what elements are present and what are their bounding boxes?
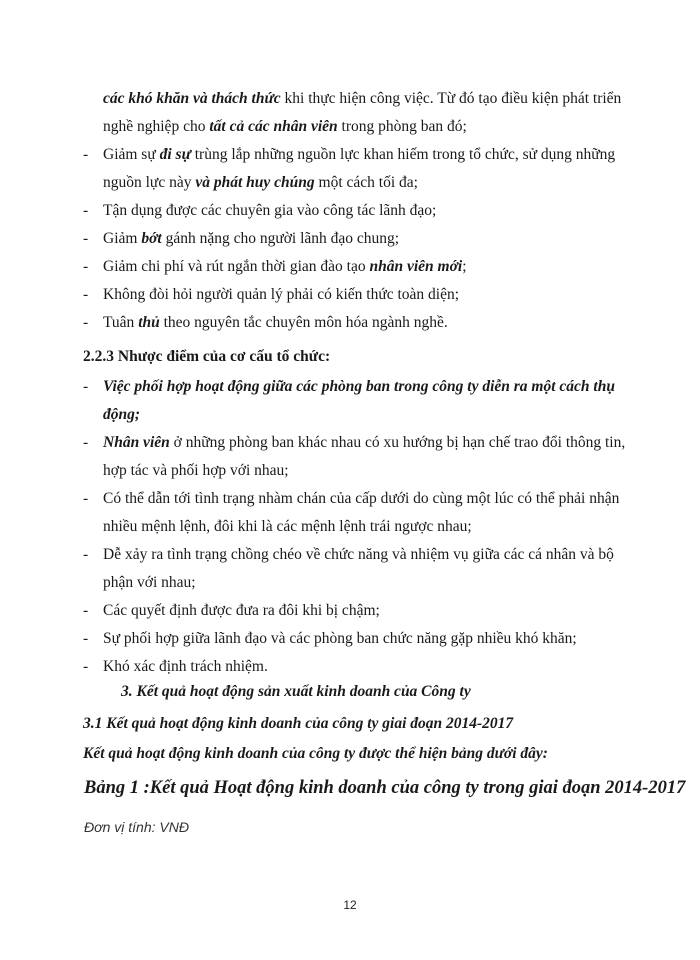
paragraph-line: các khó khăn và thách thức khi thực hiện công việc. Từ đó tạo điều kiện phát triển (103, 90, 622, 107)
bullet-dash: - (83, 202, 89, 219)
list-item: Tận dụng được các chuyên gia vào công tác lãnh đạo; (103, 202, 437, 219)
bullet-dash: - (83, 378, 89, 395)
paragraph-line: nghề nghiệp cho tất cả các nhân viên trong phòng ban đó; (103, 118, 467, 135)
list-item: Khó xác định trách nhiệm. (103, 658, 268, 675)
bullet-dash: - (83, 490, 89, 507)
bullet-dash: - (83, 434, 89, 451)
bullet-dash: - (83, 658, 89, 675)
list-item-continuation: hợp tác và phối hợp với nhau; (103, 462, 289, 479)
list-item-continuation: động; (103, 406, 141, 423)
table-caption: Bảng 1 :Kết quả Hoạt động kinh doanh của công ty trong giai đoạn 2014-2017 (84, 778, 686, 798)
section-heading: 3. Kết quả hoạt động sản xuất kinh doanh của Công ty (121, 683, 471, 700)
list-item: Việc phối hợp hoạt động giữa các phòng ban trong công ty diễn ra một cách thụ (103, 378, 615, 395)
bullet-dash: - (83, 314, 89, 331)
list-item: Các quyết định được đưa ra đôi khi bị chậm; (103, 602, 380, 619)
intro-text: Kết quả hoạt động kinh doanh của công ty được thể hiện bảng dưới đây: (83, 745, 548, 762)
list-item: Dễ xảy ra tình trạng chồng chéo về chức năng và nhiệm vụ giữa các cá nhân và bộ (103, 546, 614, 563)
section-heading: 2.2.3 Nhược điểm của cơ cấu tổ chức: (83, 348, 331, 365)
list-item: Không đòi hỏi người quản lý phải có kiến thức toàn diện; (103, 286, 460, 303)
unit-label: Đơn vị tính: VNĐ (84, 819, 189, 835)
bullet-dash: - (83, 146, 89, 163)
list-item-continuation: nguồn lực này và phát huy chúng một cách tối đa; (103, 174, 418, 191)
list-item-continuation: phận với nhau; (103, 574, 196, 591)
bullet-dash: - (83, 258, 89, 275)
list-item: Giảm chi phí và rút ngắn thời gian đào tạo nhân viên mới; (103, 258, 467, 275)
list-item: Giảm bớt gánh nặng cho người lãnh đạo chung; (103, 230, 400, 247)
list-item: Nhân viên ở những phòng ban khác nhau có xu hướng bị hạn chế trao đổi thông tin, (103, 434, 626, 451)
bullet-dash: - (83, 286, 89, 303)
list-item-continuation: nhiều mệnh lệnh, đôi khi là các mệnh lệnh trái ngược nhau; (103, 518, 472, 535)
bullet-dash: - (83, 602, 89, 619)
list-item: Giảm sự đi sự trùng lắp những nguồn lực khan hiếm trong tổ chức, sử dụng những (103, 146, 616, 163)
list-item: Sự phối hợp giữa lãnh đạo và các phòng ban chức năng gặp nhiều khó khăn; (103, 630, 577, 647)
subsection-heading: 3.1 Kết quả hoạt động kinh doanh của công ty giai đoạn 2014-2017 (83, 715, 514, 732)
bullet-dash: - (83, 230, 89, 247)
bullet-dash: - (83, 630, 89, 647)
bullet-dash: - (83, 546, 89, 563)
page-number: 12 (343, 898, 357, 912)
list-item: Có thể dẫn tới tình trạng nhàm chán của cấp dưới do cùng một lúc có thể phải nhận (103, 490, 620, 507)
list-item: Tuân thủ theo nguyên tắc chuyên môn hóa ngành nghề. (103, 314, 448, 331)
